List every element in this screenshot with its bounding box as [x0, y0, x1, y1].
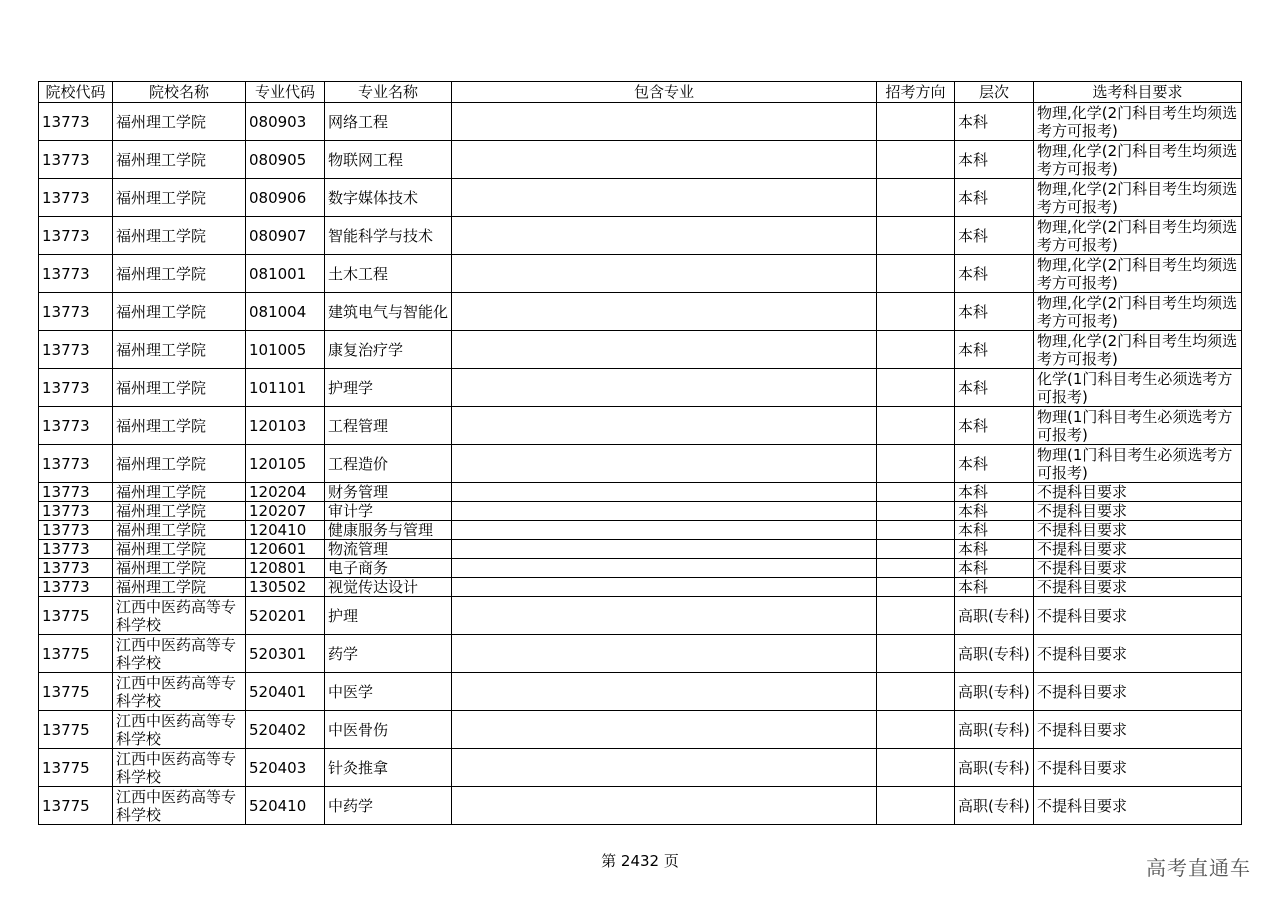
header-major-name: 专业名称	[325, 82, 452, 103]
cell-subject-requirement: 物理(1门科目考生必须选考方可报考)	[1034, 407, 1242, 445]
cell-included-majors	[452, 711, 877, 749]
cell-subject-requirement: 不提科目要求	[1034, 540, 1242, 559]
cell-direction	[877, 749, 955, 787]
cell-major-code: 080905	[246, 141, 325, 179]
cell-major-name: 数字媒体技术	[325, 179, 452, 217]
cell-school-code: 13773	[39, 369, 113, 407]
cell-level: 高职(专科)	[955, 787, 1034, 825]
cell-included-majors	[452, 293, 877, 331]
table-row	[39, 711, 1242, 749]
cell-subject-requirement: 不提科目要求	[1034, 635, 1242, 673]
cell-included-majors	[452, 749, 877, 787]
cell-school-code: 13775	[39, 673, 113, 711]
cell-major-code: 120103	[246, 407, 325, 445]
cell-included-majors	[452, 331, 877, 369]
table-row	[39, 521, 1242, 540]
header-included-majors: 包含专业	[452, 82, 877, 103]
cell-major-name: 工程造价	[325, 445, 452, 483]
cell-major-code: 120601	[246, 540, 325, 559]
cell-major-code: 520301	[246, 635, 325, 673]
cell-major-name: 物流管理	[325, 540, 452, 559]
cell-direction	[877, 578, 955, 597]
cell-school-code: 13775	[39, 749, 113, 787]
cell-subject-requirement: 不提科目要求	[1034, 502, 1242, 521]
cell-direction	[877, 540, 955, 559]
table-row	[39, 635, 1242, 673]
cell-school-name: 福州理工学院	[113, 502, 246, 521]
cell-included-majors	[452, 407, 877, 445]
cell-school-name: 江西中医药高等专科学校	[113, 711, 246, 749]
cell-subject-requirement: 不提科目要求	[1034, 483, 1242, 502]
cell-direction	[877, 331, 955, 369]
cell-major-code: 520403	[246, 749, 325, 787]
table-row	[39, 217, 1242, 255]
cell-included-majors	[452, 597, 877, 635]
cell-major-code: 120410	[246, 521, 325, 540]
cell-school-code: 13773	[39, 445, 113, 483]
cell-major-name: 药学	[325, 635, 452, 673]
table-row	[39, 787, 1242, 825]
cell-major-code: 120105	[246, 445, 325, 483]
cell-major-name: 护理	[325, 597, 452, 635]
cell-subject-requirement: 不提科目要求	[1034, 673, 1242, 711]
cell-direction	[877, 521, 955, 540]
cell-major-code: 080906	[246, 179, 325, 217]
cell-school-name: 福州理工学院	[113, 559, 246, 578]
table-row	[39, 578, 1242, 597]
page-number: 第 2432 页	[601, 852, 679, 870]
cell-level: 本科	[955, 255, 1034, 293]
cell-subject-requirement: 不提科目要求	[1034, 521, 1242, 540]
watermark-logo-text: 高考直通车	[1146, 856, 1251, 880]
cell-school-name: 福州理工学院	[113, 293, 246, 331]
cell-level: 本科	[955, 578, 1034, 597]
cell-direction	[877, 502, 955, 521]
table-row	[39, 293, 1242, 331]
header-major-code: 专业代码	[246, 82, 325, 103]
table-row	[39, 445, 1242, 483]
cell-major-name: 健康服务与管理	[325, 521, 452, 540]
cell-level: 本科	[955, 103, 1034, 141]
cell-direction	[877, 673, 955, 711]
cell-subject-requirement: 不提科目要求	[1034, 597, 1242, 635]
cell-school-code: 13773	[39, 255, 113, 293]
header-row	[39, 82, 1242, 103]
admission-table	[38, 81, 1242, 825]
cell-school-code: 13773	[39, 578, 113, 597]
cell-major-code: 080907	[246, 217, 325, 255]
cell-major-name: 中医骨伤	[325, 711, 452, 749]
cell-direction	[877, 293, 955, 331]
cell-major-name: 视觉传达设计	[325, 578, 452, 597]
cell-school-name: 江西中医药高等专科学校	[113, 597, 246, 635]
table-row	[39, 540, 1242, 559]
cell-major-name: 物联网工程	[325, 141, 452, 179]
cell-major-code: 520410	[246, 787, 325, 825]
cell-school-name: 江西中医药高等专科学校	[113, 635, 246, 673]
cell-included-majors	[452, 787, 877, 825]
cell-subject-requirement: 物理,化学(2门科目考生均须选考方可报考)	[1034, 103, 1242, 141]
header-school-name: 院校名称	[113, 82, 246, 103]
cell-direction	[877, 445, 955, 483]
header-level: 层次	[955, 82, 1034, 103]
cell-included-majors	[452, 483, 877, 502]
table-row	[39, 597, 1242, 635]
table-row	[39, 255, 1242, 293]
cell-school-name: 福州理工学院	[113, 103, 246, 141]
cell-subject-requirement: 物理,化学(2门科目考生均须选考方可报考)	[1034, 255, 1242, 293]
cell-included-majors	[452, 559, 877, 578]
cell-included-majors	[452, 217, 877, 255]
table-row	[39, 483, 1242, 502]
cell-subject-requirement: 物理,化学(2门科目考生均须选考方可报考)	[1034, 217, 1242, 255]
cell-level: 高职(专科)	[955, 711, 1034, 749]
cell-major-code: 120801	[246, 559, 325, 578]
cell-subject-requirement: 不提科目要求	[1034, 711, 1242, 749]
cell-school-name: 福州理工学院	[113, 540, 246, 559]
cell-major-code: 520201	[246, 597, 325, 635]
cell-level: 本科	[955, 502, 1034, 521]
cell-direction	[877, 141, 955, 179]
cell-major-name: 财务管理	[325, 483, 452, 502]
cell-subject-requirement: 物理,化学(2门科目考生均须选考方可报考)	[1034, 141, 1242, 179]
cell-major-code: 130502	[246, 578, 325, 597]
cell-direction	[877, 711, 955, 749]
cell-level: 本科	[955, 331, 1034, 369]
cell-major-code: 101101	[246, 369, 325, 407]
table-row	[39, 673, 1242, 711]
cell-major-name: 智能科学与技术	[325, 217, 452, 255]
cell-school-code: 13773	[39, 141, 113, 179]
cell-direction	[877, 597, 955, 635]
cell-school-name: 福州理工学院	[113, 141, 246, 179]
cell-school-name: 江西中医药高等专科学校	[113, 787, 246, 825]
cell-subject-requirement: 不提科目要求	[1034, 749, 1242, 787]
cell-school-name: 福州理工学院	[113, 578, 246, 597]
cell-direction	[877, 217, 955, 255]
cell-school-name: 福州理工学院	[113, 407, 246, 445]
cell-school-code: 13775	[39, 711, 113, 749]
cell-level: 本科	[955, 540, 1034, 559]
cell-major-code: 081004	[246, 293, 325, 331]
cell-major-name: 中医学	[325, 673, 452, 711]
cell-included-majors	[452, 578, 877, 597]
cell-subject-requirement: 化学(1门科目考生必须选考方可报考)	[1034, 369, 1242, 407]
cell-direction	[877, 635, 955, 673]
header-school-code: 院校代码	[39, 82, 113, 103]
cell-level: 高职(专科)	[955, 673, 1034, 711]
header-subject-requirement: 选考科目要求	[1034, 82, 1242, 103]
cell-direction	[877, 407, 955, 445]
cell-school-name: 福州理工学院	[113, 445, 246, 483]
cell-major-code: 120207	[246, 502, 325, 521]
cell-school-code: 13773	[39, 502, 113, 521]
cell-subject-requirement: 不提科目要求	[1034, 559, 1242, 578]
cell-level: 高职(专科)	[955, 635, 1034, 673]
cell-school-name: 福州理工学院	[113, 255, 246, 293]
table-row	[39, 103, 1242, 141]
cell-major-code: 101005	[246, 331, 325, 369]
cell-level: 本科	[955, 293, 1034, 331]
cell-major-name: 电子商务	[325, 559, 452, 578]
cell-school-code: 13773	[39, 407, 113, 445]
cell-direction	[877, 255, 955, 293]
cell-major-name: 审计学	[325, 502, 452, 521]
cell-major-name: 康复治疗学	[325, 331, 452, 369]
cell-school-code: 13773	[39, 483, 113, 502]
cell-subject-requirement: 物理,化学(2门科目考生均须选考方可报考)	[1034, 293, 1242, 331]
cell-major-name: 建筑电气与智能化	[325, 293, 452, 331]
cell-major-code: 081001	[246, 255, 325, 293]
cell-level: 本科	[955, 483, 1034, 502]
cell-school-code: 13775	[39, 635, 113, 673]
cell-school-code: 13773	[39, 540, 113, 559]
cell-level: 高职(专科)	[955, 749, 1034, 787]
cell-school-name: 福州理工学院	[113, 179, 246, 217]
cell-major-name: 土木工程	[325, 255, 452, 293]
cell-school-code: 13773	[39, 103, 113, 141]
table-body	[39, 103, 1242, 825]
cell-direction	[877, 179, 955, 217]
cell-included-majors	[452, 141, 877, 179]
cell-level: 本科	[955, 559, 1034, 578]
table-row	[39, 559, 1242, 578]
cell-included-majors	[452, 369, 877, 407]
cell-direction	[877, 369, 955, 407]
cell-included-majors	[452, 502, 877, 521]
cell-major-code: 520401	[246, 673, 325, 711]
cell-included-majors	[452, 521, 877, 540]
cell-school-name: 福州理工学院	[113, 521, 246, 540]
cell-school-name: 福州理工学院	[113, 483, 246, 502]
cell-subject-requirement: 物理(1门科目考生必须选考方可报考)	[1034, 445, 1242, 483]
table-row	[39, 749, 1242, 787]
cell-school-name: 江西中医药高等专科学校	[113, 673, 246, 711]
cell-major-name: 工程管理	[325, 407, 452, 445]
cell-school-code: 13773	[39, 521, 113, 540]
cell-school-code: 13775	[39, 787, 113, 825]
table-row	[39, 331, 1242, 369]
cell-direction	[877, 103, 955, 141]
cell-level: 本科	[955, 521, 1034, 540]
cell-included-majors	[452, 635, 877, 673]
cell-direction	[877, 483, 955, 502]
cell-major-code: 520402	[246, 711, 325, 749]
cell-major-name: 针灸推拿	[325, 749, 452, 787]
cell-major-name: 护理学	[325, 369, 452, 407]
table-row	[39, 407, 1242, 445]
cell-included-majors	[452, 540, 877, 559]
cell-included-majors	[452, 255, 877, 293]
cell-included-majors	[452, 445, 877, 483]
cell-major-name: 网络工程	[325, 103, 452, 141]
cell-subject-requirement: 物理,化学(2门科目考生均须选考方可报考)	[1034, 331, 1242, 369]
cell-subject-requirement: 不提科目要求	[1034, 578, 1242, 597]
cell-school-name: 江西中医药高等专科学校	[113, 749, 246, 787]
cell-school-code: 13773	[39, 217, 113, 255]
cell-subject-requirement: 不提科目要求	[1034, 787, 1242, 825]
cell-school-code: 13775	[39, 597, 113, 635]
table-row	[39, 502, 1242, 521]
cell-school-name: 福州理工学院	[113, 369, 246, 407]
cell-included-majors	[452, 673, 877, 711]
cell-school-name: 福州理工学院	[113, 331, 246, 369]
cell-school-name: 福州理工学院	[113, 217, 246, 255]
cell-level: 本科	[955, 407, 1034, 445]
cell-level: 本科	[955, 369, 1034, 407]
table-row	[39, 141, 1242, 179]
cell-included-majors	[452, 179, 877, 217]
cell-level: 本科	[955, 179, 1034, 217]
cell-direction	[877, 559, 955, 578]
cell-level: 本科	[955, 217, 1034, 255]
cell-major-code: 120204	[246, 483, 325, 502]
cell-level: 本科	[955, 141, 1034, 179]
table-row	[39, 179, 1242, 217]
cell-subject-requirement: 物理,化学(2门科目考生均须选考方可报考)	[1034, 179, 1242, 217]
header-direction: 招考方向	[877, 82, 955, 103]
cell-direction	[877, 787, 955, 825]
cell-school-code: 13773	[39, 559, 113, 578]
cell-school-code: 13773	[39, 179, 113, 217]
cell-level: 高职(专科)	[955, 597, 1034, 635]
cell-school-code: 13773	[39, 293, 113, 331]
cell-school-code: 13773	[39, 331, 113, 369]
cell-level: 本科	[955, 445, 1034, 483]
table-row	[39, 369, 1242, 407]
cell-major-code: 080903	[246, 103, 325, 141]
cell-major-name: 中药学	[325, 787, 452, 825]
cell-included-majors	[452, 103, 877, 141]
